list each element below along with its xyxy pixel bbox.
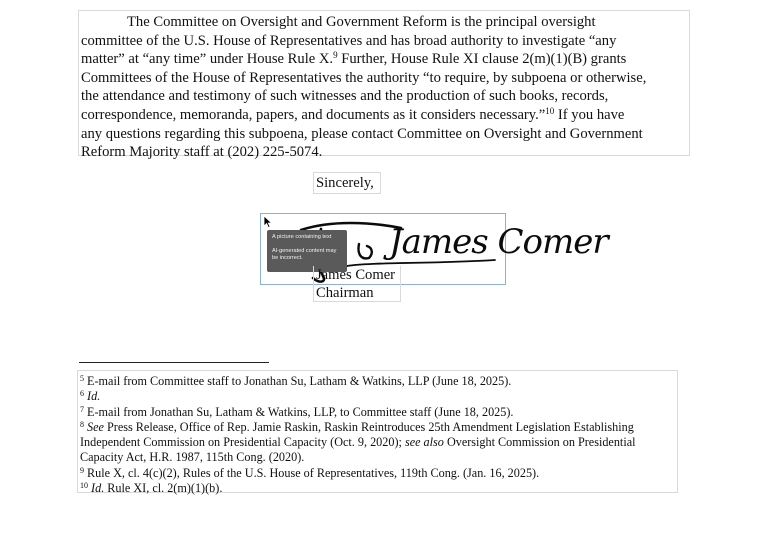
footnote-text: Independent Commission on Presidential Capacity (Oct. 9, 2020); [80,435,405,450]
signer-block[interactable] [313,266,401,302]
footnote-text: Rule X, cl. 4(c)(2), Rules of the U.S. House of Representatives, 119th Cong. (Jan. 16, 2025). [84,465,540,480]
tooltip-title: A picture containing text [272,234,332,240]
signer-title: Chairman [316,285,374,301]
footnote-7 [80,405,677,420]
footnote-text: Rule XI, cl. 2(m)(1)(b). [104,481,223,496]
footnote-number: 7 [80,404,84,414]
footnote-8-cont [80,435,677,450]
paragraph-line: Reform Majority staff at (202) 225-5074. [81,144,323,161]
paragraph-line: Committees of the House of Representatives the authority “to require, by subpoena or otherwise, [81,69,647,86]
paragraph-line: the attendance and testimony of such witnesses and the production of such books, records, [81,88,609,105]
paragraph-line: any questions regarding this subpoena, please contact Committee on Oversight and Government [81,125,643,142]
footnote-separator [79,362,269,363]
footnote-6 [80,389,677,404]
footnote-number: 6 [80,389,84,399]
footnote-text: E-mail from Committee staff to Jonathan Su, Latham & Watkins, LLP (June 18, 2025). [84,374,512,388]
footnote-8 [80,420,677,435]
footnote-number: 8 [80,419,84,429]
paragraph-line: committee of the U.S. House of Representatives and has broad authority to investigate “any [81,32,617,49]
mouse-cursor-icon [263,215,273,229]
paragraph-text: matter” at “any time” under House Rule X. [81,51,334,68]
footnote-8-cont: Capacity Act, H.R. 1987, 115th Cong. (2020). [80,450,305,465]
signature-lettering: James Comer [389,222,608,262]
tooltip-note: AI-generated content may be incorrect. [272,248,337,261]
footnote-signal: Id. [91,481,105,496]
letter-paragraph[interactable] [78,10,690,161]
footnote-ref-9[interactable]: 9 [333,50,338,61]
paragraph-text: Further, House Rule XI clause 2(m)(1)(B) grants [337,51,627,68]
closing-text[interactable]: Sincerely, [313,172,381,194]
footnote-10 [80,481,677,496]
paragraph-text: If you have [554,106,625,123]
footnote-9 [80,466,677,481]
footnote-number: 9 [80,465,84,475]
footnote-5 [80,374,677,389]
paragraph-line [81,106,686,125]
footnote-text: Id. [87,389,101,404]
footnote-ref-10[interactable]: 10 [545,105,555,116]
footnote-text: Oversight Commission on Presidential [443,435,636,450]
footnote-text: Press Release, Office of Rep. Jamie Raskin, Raskin Reintroduces 25th Amendment Legislation Establishing [103,419,634,434]
footnote-signal: See [87,419,104,434]
paragraph-line [81,50,686,69]
footnote-number: 10 [80,481,88,491]
paragraph-line: The Committee on Oversight and Government Reform is the principal oversight [127,14,596,30]
footnote-number: 5 [80,374,84,383]
footnotes-block[interactable] [77,370,678,496]
signer-name: James Comer [316,267,396,283]
footnote-signal: see also [404,435,444,450]
footnote-text: E-mail from Jonathan Su, Latham & Watkins, LLP, to Committee staff (June 18, 2025). [84,404,514,419]
paragraph-text: correspondence, memoranda, papers, and documents as it considers necessary.” [81,106,546,123]
